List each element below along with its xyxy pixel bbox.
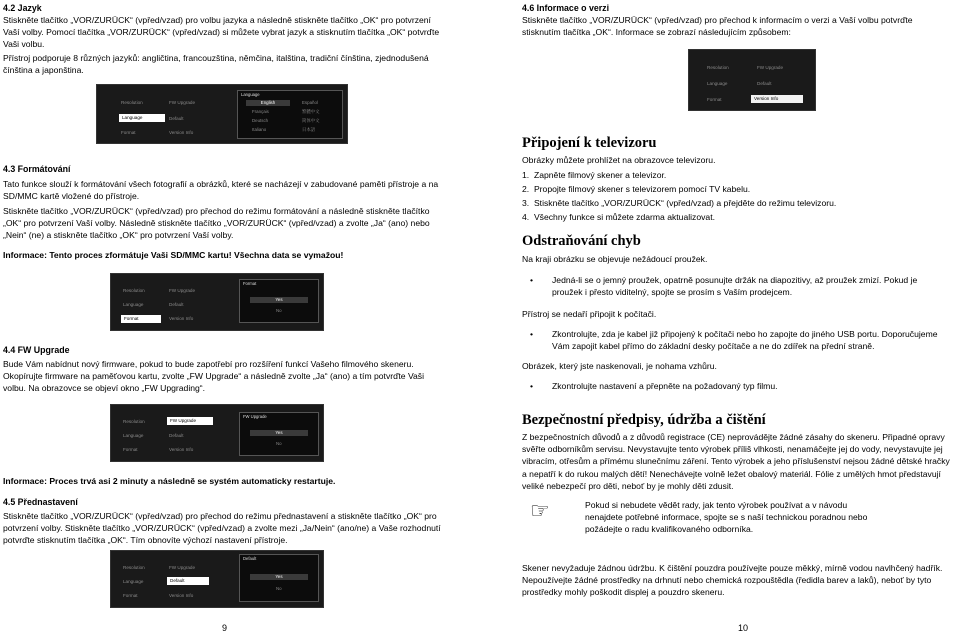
tv-step-4: 4. Všechny funkce si můžete zdarma aktualizovat. <box>522 212 715 222</box>
language-option-francais: Français <box>252 109 269 114</box>
tv-intro: Obrázky můžete prohlížet na obrazovce televizoru. <box>522 155 716 165</box>
troubleshooting-heading: Odstraňování chyb <box>522 233 641 249</box>
section-4-3-title: 4.3 Formátování <box>3 164 71 174</box>
fw-option-no: No <box>276 441 282 446</box>
section-4-3-info-text: Informace: Tento proces zformátuje Vaši SD/MMC kartu! <box>3 250 234 260</box>
language-popup-title: Language <box>241 92 260 97</box>
pointing-hand-icon: ☞ <box>530 499 550 524</box>
format-option-yes: Yes <box>250 297 308 303</box>
bullet-dot: • <box>530 275 534 285</box>
safety-paragraph-1: Z bezpečnostních důvodů a z důvodů registrace (CE) neprovádějte žádné zásahy do skeneru. Připadné opravy svěřte odborníkům servisu. Nevystavujte tento výrobek příliš vlhkosti, nenamáčejte jej do vody, nevystavujte jej vibracím, otřesům a přímému slunečnímu záření. Tento výrobek a jeho příslušenství nejsou žádné dětské hračky a nepatří k do rukou malých dětí! Nenechávejte volně ležet obalový materiál. Fólie z umělých hmot představují veliké nebezpečí pro děti, neboť by je mohly děti zdusit. <box>522 432 950 491</box>
menu-fw-upgrade: FW Upgrade <box>169 565 196 570</box>
default-popup <box>239 554 319 602</box>
section-4-4-info: Informace: Proces trvá asi 2 minuty a následně se systém automaticky restartuje. <box>3 476 336 486</box>
language-option-japanese: 日本語 <box>302 127 316 132</box>
menu-fw-upgrade: FW Upgrade <box>169 288 196 293</box>
menu-version-info: Version Info <box>169 130 194 135</box>
section-4-2-paragraph-2: Přístroj podporuje 8 různých jazyků: angličtina, francouzština, němčina, italština, tradiční čínština, zjednodušená čínština a japonština. <box>3 53 429 76</box>
language-menu-screenshot <box>96 84 348 144</box>
menu-fw-upgrade: FW Upgrade <box>169 100 196 105</box>
section-4-6-title: 4.6 Informace o verzi <box>522 3 610 13</box>
tv-step-2: 2. Propojte filmový skener s televizorem pomocí TV kabelu. <box>522 184 751 194</box>
default-popup-title: Default <box>243 556 257 561</box>
fw-upgrade-popup-title: FW Upgrade <box>243 414 267 419</box>
default-option-yes: Yes <box>250 574 308 580</box>
fw-option-yes: Yes <box>250 430 308 436</box>
menu-resolution: Resolution <box>707 65 729 70</box>
language-option-simp-chinese: 简体中文 <box>302 118 320 123</box>
trouble-bullet-1-text: Jedná-li se o jemný proužek, opatrně posunujte držák na diapozitivy, až proužek zmizí. Pokud je proužek i přesto viditelný, spojte se prosím s Vaším prodejcem. <box>552 275 918 298</box>
default-menu-screenshot <box>110 550 324 608</box>
menu-resolution: Resolution <box>123 565 145 570</box>
menu-resolution: Resolution <box>123 419 145 424</box>
menu-default: Default <box>757 81 772 86</box>
tv-step-1-text: Zapněte filmový skener a televizor. <box>533 170 667 180</box>
section-4-3-paragraph-1: Tato funkce slouží k formátování všech fotografií a obrázků, které se nacházejí v zabudované paměti přístroje a na SD/MMC kartě vložené do přístroje. <box>3 179 439 202</box>
tv-step-4-text: Všechny funkce si můžete zdarma aktualizovat. <box>533 212 715 222</box>
fw-upgrade-menu-screenshot <box>110 404 324 462</box>
page-number-left: 9 <box>222 623 228 633</box>
menu-format: Format <box>707 97 722 102</box>
trouble-problem-3: Obrázek, který jste naskenovali, je nohama vzhůru. <box>522 361 717 371</box>
trouble-bullet-1 <box>530 274 940 298</box>
menu-default: Default <box>169 433 184 438</box>
menu-default-selected: Default <box>167 577 209 585</box>
menu-format: Format <box>123 447 138 452</box>
menu-resolution: Resolution <box>123 288 145 293</box>
version-info-menu-screenshot <box>688 49 816 111</box>
trouble-bullet-2 <box>530 328 945 352</box>
language-popup <box>237 90 343 139</box>
trouble-bullet-3-text: Zkontrolujte nastavení a přepněte na požadovaný typ filmu. <box>552 381 778 391</box>
default-option-no: No <box>276 586 282 591</box>
menu-language: Language <box>123 302 144 307</box>
menu-fw-upgrade-selected: FW Upgrade <box>167 417 213 425</box>
format-popup <box>239 279 319 323</box>
format-option-no: No <box>276 308 282 313</box>
bullet-dot: • <box>530 381 534 391</box>
trouble-bullet-3 <box>530 380 940 392</box>
section-4-4-title: 4.4 FW Upgrade <box>3 345 70 355</box>
menu-language: Language <box>123 579 144 584</box>
section-4-5-title: 4.5 Přednastavení <box>3 497 78 507</box>
section-4-3-paragraph-2: Stiskněte tlačítko „VOR/ZURÜCK“ (vpřed/vzad) pro přechod do režimu formátování a následně stiskněte tlačítko „OK“ pro potvrzení Vaší volby. Následně stiskněte tlačítko „VOR/ZURÜCK“ (vpřed/vzad) a zvolte „Ja“ (ano) nebo „Nein“ (ne) a stiskněte tlačítko „OK“ pro potvrzení Vaší volby. <box>3 206 430 241</box>
safety-paragraph-2: Skener nevyžaduje žádnou údržbu. K čištění pouzdra používejte pouze měkký, mírně vodou navlhčený hadřík. Nepoužívejte žádné prostředky na drhnutí nebo chemická rozpouštědla (ředidla barev a laků), neboť by tyto prostředky mohly poškodit displej a pouzdro skeneru. <box>522 563 943 598</box>
section-4-4-paragraph-1: Bude Vám nabídnut nový firmware, pokud to bude zapotřebí pro rozšíření funkcí Vašeho filmového skeneru. Okopírujte firmware na paměťovou kartu, zvolte „FW Upgrade“ a následně zvolte „Ja“ (ano) a tím potvrďte Vaši volbu. Na obrazovce se objeví okno „FW Upgrading“. <box>3 359 425 394</box>
menu-format: Format <box>123 593 138 598</box>
fw-upgrade-popup <box>239 412 319 456</box>
language-option-espanol: Español <box>302 100 318 105</box>
tv-connection-heading: Připojení k televizoru <box>522 135 657 151</box>
safety-note: Pokud si nebudete vědět rady, jak tento výrobek používat a v návodu nenajdete potřebné informace, spojte se s naší technickou poradnou nebo požádejte o radu kvalifikovaného odborníka. <box>585 500 868 535</box>
language-option-trad-chinese: 繁體中文 <box>302 109 320 114</box>
menu-default: Default <box>169 116 184 121</box>
menu-format: Format <box>121 130 136 135</box>
safety-heading: Bezpečnostní předpisy, údržba a čištění <box>522 412 766 428</box>
menu-version-info: Version Info <box>169 593 194 598</box>
page-number-right: 10 <box>738 623 749 633</box>
section-4-3-info <box>3 249 448 261</box>
language-option-italiano: Italiano <box>252 127 267 132</box>
menu-fw-upgrade: FW Upgrade <box>757 65 784 70</box>
trouble-bullet-2-text: Zkontrolujte, zda je kabel již připojený k počítači nebo ho zapojte do jiného USB portu. Doporučujeme Vám zapojit kabel přímo do základní desky počítače a ne do zdířek na přední straně. <box>552 329 938 352</box>
menu-language-selected: Language <box>119 114 165 122</box>
menu-version-info: Version Info <box>169 316 194 321</box>
menu-default: Default <box>169 302 184 307</box>
tv-step-3: 3. Stiskněte tlačítko „VOR/ZURÜCK“ (vpřed/vzad) a přejděte do režimu televizoru. <box>522 198 837 208</box>
section-4-3-info-warning: Všechna data se vymažou! <box>233 250 344 260</box>
menu-format-selected: Format <box>121 315 161 323</box>
format-popup-title: Format <box>243 281 257 286</box>
tv-step-2-text: Propojte filmový skener s televizorem pomocí TV kabelu. <box>533 184 751 194</box>
language-option-deutsch: Deutsch <box>252 118 269 123</box>
format-menu-screenshot <box>110 273 324 331</box>
tv-step-1: 1. Zapněte filmový skener a televizor. <box>522 170 667 180</box>
section-4-6-paragraph-1: Stiskněte tlačítko „VOR/ZURÜCK“ (vpřed/vzad) pro přechod k informacím o verzi a Vaší volbu potvrďte stisknutím tlačítka „OK“. Informace se zobrazí následujícím způsobem: <box>522 15 913 38</box>
menu-language: Language <box>123 433 144 438</box>
section-4-2-paragraph-1: Stiskněte tlačítko „VOR/ZURÜCK“ (vpřed/vzad) pro volbu jazyka a následně stiskněte tlačítko „OK“ pro potvrzení Vaší volby. Pomocí tlačítka „VOR/ZURÜCK“ (vpřed/vzad) si můžete vybrat jazyk a stisknutím tlačítka „OK“ potvrďte Vaši volbu. <box>3 15 440 50</box>
tv-step-3-text: Stiskněte tlačítko „VOR/ZURÜCK“ (vpřed/vzad) a přejděte do režimu televizoru. <box>533 198 837 208</box>
trouble-problem-2: Přístroj se nedaří připojit k počítači. <box>522 309 657 319</box>
bullet-dot: • <box>530 329 534 339</box>
language-option-english: English <box>246 100 290 106</box>
section-4-5-paragraph-1: Stiskněte tlačítko „VOR/ZURÜCK“ (vpřed/vzad) pro přechod do režimu přednastavení a stiskněte tlačítko „OK“ pro potvrzení volby. Stiskněte tlačítko „VOR/ZURÜCK“ (vpřed/vzad) a zvolte mezi „Ja/Nein“ (ano/ne) a Vaše rozhodnutí potvrďte stisknutím tlačítka „OK“. Tím obnovíte výchozí nastavení přístroje. <box>3 511 441 546</box>
menu-version-info: Version Info <box>169 447 194 452</box>
section-4-2-title: 4.2 Jazyk <box>3 3 42 13</box>
menu-resolution: Resolution <box>121 100 143 105</box>
trouble-problem-1: Na kraji obrázku se objevuje nežádoucí proužek. <box>522 254 708 264</box>
menu-version-info-selected: Version Info <box>751 95 803 103</box>
menu-language: Language <box>707 81 728 86</box>
